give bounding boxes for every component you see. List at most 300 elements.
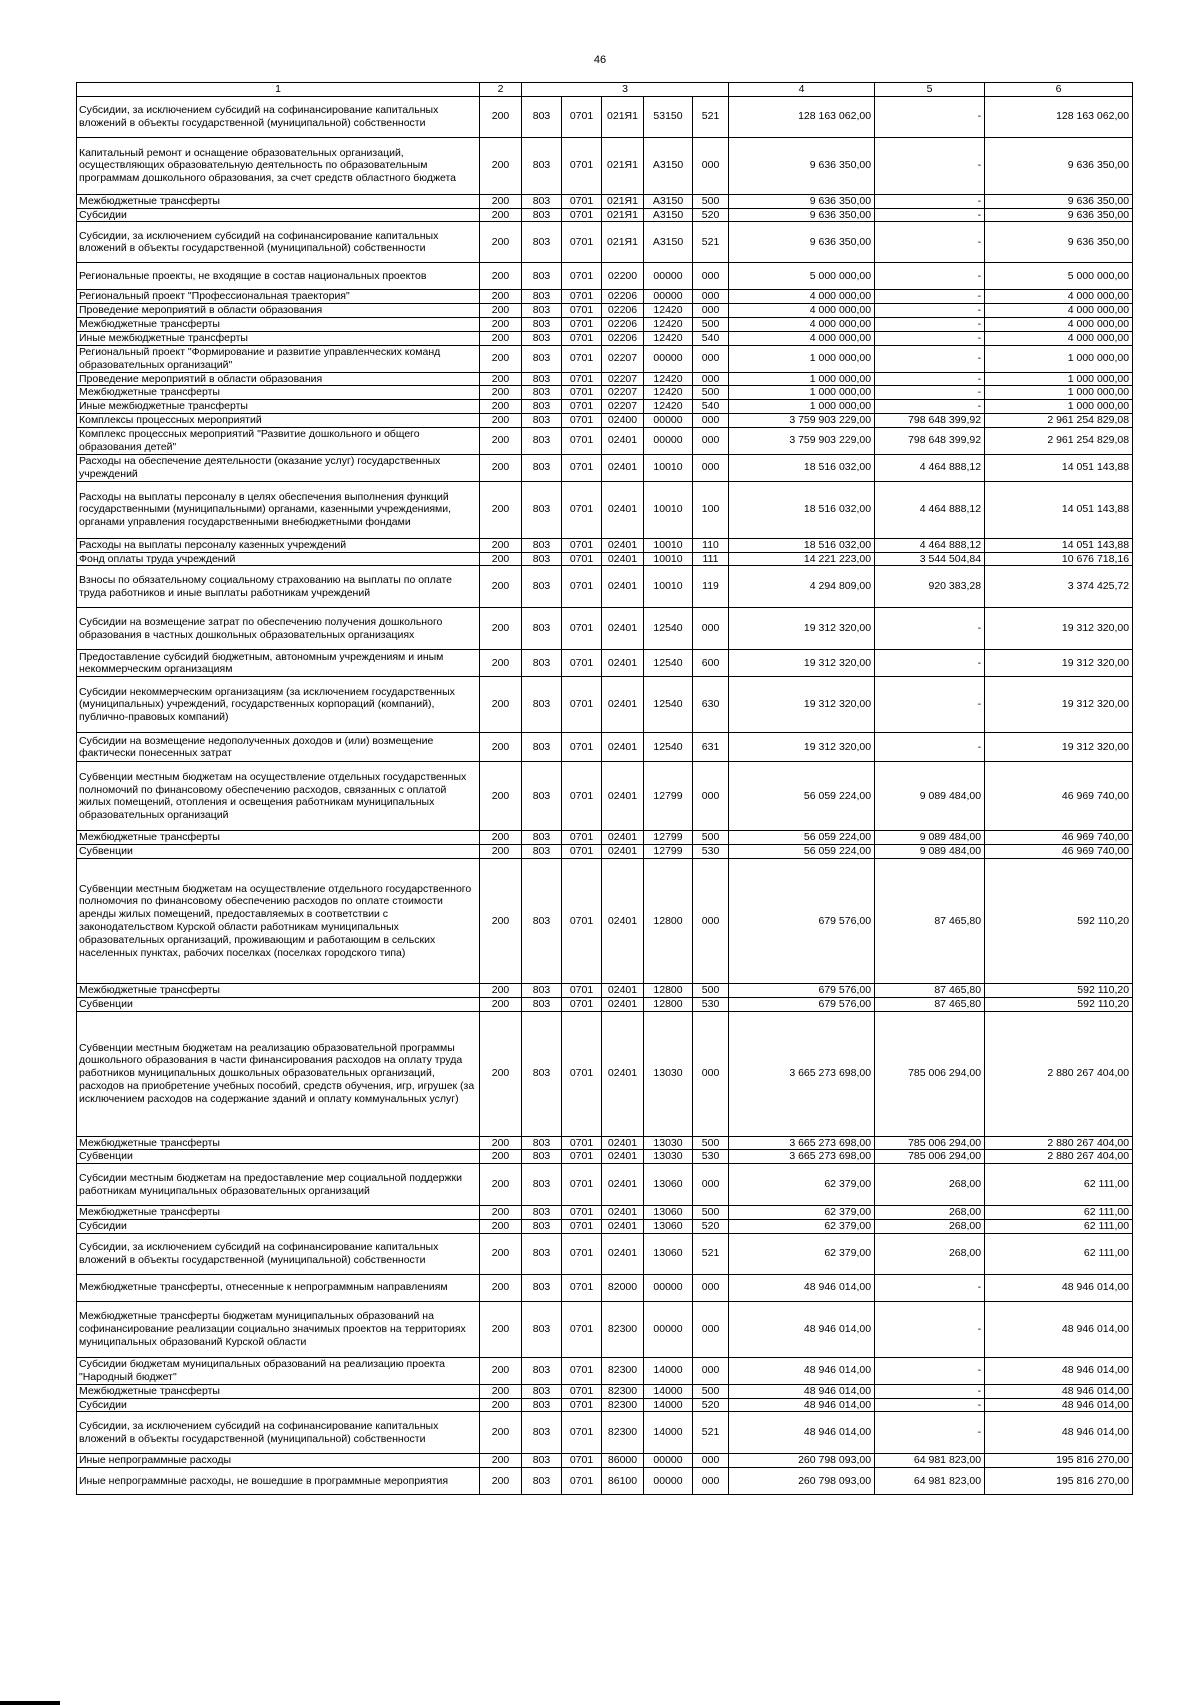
row-value-6: 46 969 740,00 [985, 762, 1133, 831]
row-code-b: 803 [522, 762, 562, 831]
table-row [77, 1219, 1133, 1233]
row-direction: 12800 [644, 858, 693, 983]
row-section: 0701 [562, 1357, 602, 1384]
row-expense-type: 500 [693, 386, 729, 400]
table-row [77, 1150, 1133, 1164]
row-code-b: 803 [522, 538, 562, 552]
row-code-b: 803 [522, 1357, 562, 1384]
row-program: 02401 [602, 608, 644, 650]
row-code-b: 803 [522, 845, 562, 859]
row-code-a: 200 [480, 427, 522, 454]
row-value-6: 19 312 320,00 [985, 677, 1133, 733]
row-expense-type: 500 [693, 1136, 729, 1150]
row-description: Проведение мероприятий в области образования [77, 304, 480, 318]
row-value-5: 785 006 294,00 [875, 1011, 985, 1136]
row-program: 02401 [602, 427, 644, 454]
row-value-4: 48 946 014,00 [729, 1357, 875, 1384]
row-section: 0701 [562, 983, 602, 997]
row-value-6: 48 946 014,00 [985, 1412, 1133, 1454]
row-value-6: 48 946 014,00 [985, 1398, 1133, 1412]
row-direction: 12800 [644, 997, 693, 1011]
row-direction: 14000 [644, 1384, 693, 1398]
row-value-5: 785 006 294,00 [875, 1150, 985, 1164]
row-description: Субсидии на возмещение затрат по обеспечению получения дошкольного образования в частных дошкольных образовательных организациях [77, 608, 480, 650]
row-description: Иные межбюджетные трансферты [77, 331, 480, 345]
table-row [77, 566, 1133, 608]
row-description: Проведение мероприятий в области образования [77, 372, 480, 386]
row-program: 86100 [602, 1468, 644, 1495]
row-expense-type: 521 [693, 222, 729, 263]
row-value-6: 48 946 014,00 [985, 1357, 1133, 1384]
row-value-4: 19 312 320,00 [729, 608, 875, 650]
row-direction: 00000 [644, 263, 693, 290]
row-code-b: 803 [522, 733, 562, 762]
row-value-5: - [875, 208, 985, 222]
row-value-5: 9 089 484,00 [875, 831, 985, 845]
row-code-b: 803 [522, 96, 562, 137]
row-section: 0701 [562, 1468, 602, 1495]
row-code-a: 200 [480, 538, 522, 552]
table-row [77, 413, 1133, 427]
row-value-5: - [875, 400, 985, 414]
row-program: 02207 [602, 345, 644, 372]
row-code-b: 803 [522, 1454, 562, 1468]
table-row [77, 831, 1133, 845]
row-description: Региональный проект "Формирование и развитие управленческих команд образовательных организаций" [77, 345, 480, 372]
row-expense-type: 520 [693, 1398, 729, 1412]
row-value-4: 260 798 093,00 [729, 1454, 875, 1468]
row-code-a: 200 [480, 1136, 522, 1150]
header-col-1: 1 [77, 83, 480, 97]
row-section: 0701 [562, 733, 602, 762]
row-code-b: 803 [522, 1233, 562, 1274]
row-value-6: 14 051 143,88 [985, 538, 1133, 552]
row-value-6: 195 816 270,00 [985, 1454, 1133, 1468]
table-row [77, 427, 1133, 454]
row-value-5: - [875, 317, 985, 331]
row-direction: 13030 [644, 1136, 693, 1150]
row-expense-type: 600 [693, 650, 729, 677]
row-value-6: 4 000 000,00 [985, 290, 1133, 304]
row-code-a: 200 [480, 1398, 522, 1412]
row-direction: 00000 [644, 1301, 693, 1357]
row-direction: 12799 [644, 845, 693, 859]
table-row [77, 317, 1133, 331]
row-section: 0701 [562, 481, 602, 538]
table-row [77, 1233, 1133, 1274]
row-program: 021Я1 [602, 194, 644, 208]
row-code-b: 803 [522, 208, 562, 222]
row-section: 0701 [562, 1011, 602, 1136]
row-value-5: - [875, 263, 985, 290]
row-direction: 12799 [644, 762, 693, 831]
row-direction: 00000 [644, 1454, 693, 1468]
row-code-b: 803 [522, 1398, 562, 1412]
row-description: Межбюджетные трансферты [77, 194, 480, 208]
row-code-b: 803 [522, 1301, 562, 1357]
row-description: Капитальный ремонт и оснащение образовательных организаций, осуществляющих образовательную деятельность по образовательным программам дошкольного образования, за счет средств областного бюджета [77, 137, 480, 194]
row-value-5: - [875, 733, 985, 762]
row-value-4: 19 312 320,00 [729, 733, 875, 762]
table-row [77, 481, 1133, 538]
row-program: 02401 [602, 1164, 644, 1206]
row-section: 0701 [562, 194, 602, 208]
table-row [77, 304, 1133, 318]
row-program: 02401 [602, 983, 644, 997]
row-value-5: 64 981 823,00 [875, 1468, 985, 1495]
row-value-4: 62 379,00 [729, 1206, 875, 1220]
row-section: 0701 [562, 413, 602, 427]
row-section: 0701 [562, 290, 602, 304]
row-direction: 00000 [644, 345, 693, 372]
table-row [77, 538, 1133, 552]
row-code-b: 803 [522, 1219, 562, 1233]
row-expense-type: 000 [693, 137, 729, 194]
row-value-5: 4 464 888,12 [875, 454, 985, 481]
row-value-6: 19 312 320,00 [985, 733, 1133, 762]
table-row [77, 345, 1133, 372]
row-value-6: 1 000 000,00 [985, 400, 1133, 414]
row-expense-type: 500 [693, 194, 729, 208]
row-section: 0701 [562, 1164, 602, 1206]
row-program: 82300 [602, 1412, 644, 1454]
row-value-5: - [875, 608, 985, 650]
row-program: 02207 [602, 372, 644, 386]
row-program: 02200 [602, 263, 644, 290]
row-expense-type: 500 [693, 983, 729, 997]
row-direction: 10010 [644, 538, 693, 552]
row-expense-type: 000 [693, 762, 729, 831]
row-value-4: 1 000 000,00 [729, 345, 875, 372]
table-row [77, 1011, 1133, 1136]
row-direction: 13060 [644, 1233, 693, 1274]
row-value-5: 268,00 [875, 1164, 985, 1206]
row-program: 02401 [602, 831, 644, 845]
row-description: Расходы на обеспечение деятельности (оказание услуг) государственных учреждений [77, 454, 480, 481]
row-value-5: 4 464 888,12 [875, 481, 985, 538]
row-direction: 10010 [644, 552, 693, 566]
table-row [77, 194, 1133, 208]
row-description: Расходы на выплаты персоналу в целях обеспечения выполнения функций государственными (муниципальными) органами, казенными учреждениями, органами управления государственными внебюджетными фондами [77, 481, 480, 538]
row-section: 0701 [562, 858, 602, 983]
row-direction: 12540 [644, 650, 693, 677]
row-value-4: 48 946 014,00 [729, 1412, 875, 1454]
row-value-4: 1 000 000,00 [729, 372, 875, 386]
row-value-6: 19 312 320,00 [985, 650, 1133, 677]
table-row [77, 331, 1133, 345]
row-section: 0701 [562, 1454, 602, 1468]
row-direction: 00000 [644, 1468, 693, 1495]
row-value-4: 260 798 093,00 [729, 1468, 875, 1495]
row-code-b: 803 [522, 566, 562, 608]
row-direction: 12420 [644, 372, 693, 386]
row-direction: А3150 [644, 194, 693, 208]
row-value-5: - [875, 304, 985, 318]
row-code-a: 200 [480, 845, 522, 859]
row-value-5: - [875, 222, 985, 263]
row-value-6: 10 676 718,16 [985, 552, 1133, 566]
table-row [77, 552, 1133, 566]
row-value-5: 798 648 399,92 [875, 427, 985, 454]
table-row [77, 1164, 1133, 1206]
row-value-6: 4 000 000,00 [985, 304, 1133, 318]
row-value-4: 48 946 014,00 [729, 1301, 875, 1357]
row-value-4: 3 759 903 229,00 [729, 427, 875, 454]
row-value-4: 9 636 350,00 [729, 137, 875, 194]
row-expense-type: 000 [693, 1301, 729, 1357]
row-value-4: 4 000 000,00 [729, 304, 875, 318]
table-row [77, 733, 1133, 762]
row-direction: 13030 [644, 1011, 693, 1136]
row-value-6: 48 946 014,00 [985, 1301, 1133, 1357]
page-number: 46 [593, 54, 607, 66]
row-code-a: 200 [480, 552, 522, 566]
row-code-a: 200 [480, 194, 522, 208]
row-description: Межбюджетные трансферты [77, 983, 480, 997]
row-section: 0701 [562, 208, 602, 222]
row-value-4: 19 312 320,00 [729, 650, 875, 677]
row-code-a: 200 [480, 1454, 522, 1468]
row-direction: 14000 [644, 1398, 693, 1412]
row-value-5: - [875, 290, 985, 304]
row-value-4: 62 379,00 [729, 1164, 875, 1206]
row-code-b: 803 [522, 263, 562, 290]
row-code-b: 803 [522, 831, 562, 845]
row-code-b: 803 [522, 1412, 562, 1454]
row-value-6: 48 946 014,00 [985, 1274, 1133, 1301]
row-value-4: 18 516 032,00 [729, 481, 875, 538]
row-code-a: 200 [480, 481, 522, 538]
row-direction: А3150 [644, 208, 693, 222]
row-expense-type: 000 [693, 1454, 729, 1468]
row-value-4: 14 221 223,00 [729, 552, 875, 566]
table-row [77, 137, 1133, 194]
row-expense-type: 000 [693, 372, 729, 386]
row-code-b: 803 [522, 677, 562, 733]
row-expense-type: 540 [693, 331, 729, 345]
row-code-a: 200 [480, 400, 522, 414]
row-program: 02401 [602, 538, 644, 552]
row-value-5: 785 006 294,00 [875, 1136, 985, 1150]
row-expense-type: 520 [693, 1219, 729, 1233]
row-expense-type: 630 [693, 677, 729, 733]
row-description: Субвенции местным бюджетам на осуществление отдельного государственного полномочия по финансовому обеспечению расходов по оплате стоимости аренды жилых помещений, предоставляемых в соответствии с законодательством Курской области работникам муниципальных образовательных организаций, проживающим и работающим в сельских населенных пунктах, рабочих поселках (поселках городского типа) [77, 858, 480, 983]
row-value-5: - [875, 1274, 985, 1301]
row-description: Межбюджетные трансферты [77, 1136, 480, 1150]
row-value-5: 920 383,28 [875, 566, 985, 608]
row-expense-type: 000 [693, 858, 729, 983]
row-direction: 14000 [644, 1412, 693, 1454]
row-code-b: 803 [522, 400, 562, 414]
row-section: 0701 [562, 1206, 602, 1220]
row-code-b: 803 [522, 304, 562, 318]
row-section: 0701 [562, 1412, 602, 1454]
row-code-a: 200 [480, 1468, 522, 1495]
row-program: 82300 [602, 1357, 644, 1384]
row-value-6: 4 000 000,00 [985, 331, 1133, 345]
table-row [77, 222, 1133, 263]
table-row [77, 1206, 1133, 1220]
row-program: 02401 [602, 845, 644, 859]
row-value-5: 87 465,80 [875, 997, 985, 1011]
row-program: 02401 [602, 1011, 644, 1136]
row-value-6: 2 880 267 404,00 [985, 1011, 1133, 1136]
row-expense-type: 500 [693, 1384, 729, 1398]
row-description: Субсидии местным бюджетам на предоставление мер социальной поддержки работникам муниципальных образовательных организаций [77, 1164, 480, 1206]
row-value-6: 592 110,20 [985, 983, 1133, 997]
row-section: 0701 [562, 566, 602, 608]
row-program: 02401 [602, 481, 644, 538]
row-code-a: 200 [480, 1206, 522, 1220]
row-value-4: 5 000 000,00 [729, 263, 875, 290]
row-code-a: 200 [480, 137, 522, 194]
row-section: 0701 [562, 386, 602, 400]
row-expense-type: 000 [693, 345, 729, 372]
row-value-5: - [875, 386, 985, 400]
row-code-b: 803 [522, 1468, 562, 1495]
row-code-a: 200 [480, 858, 522, 983]
row-expense-type: 500 [693, 317, 729, 331]
row-code-a: 200 [480, 1219, 522, 1233]
row-section: 0701 [562, 345, 602, 372]
row-description: Межбюджетные трансферты [77, 386, 480, 400]
row-section: 0701 [562, 331, 602, 345]
row-program: 02401 [602, 1136, 644, 1150]
row-value-6: 5 000 000,00 [985, 263, 1133, 290]
row-direction: А3150 [644, 137, 693, 194]
row-section: 0701 [562, 317, 602, 331]
row-program: 02401 [602, 566, 644, 608]
row-section: 0701 [562, 222, 602, 263]
table-row [77, 997, 1133, 1011]
row-section: 0701 [562, 96, 602, 137]
row-value-5: 9 089 484,00 [875, 762, 985, 831]
row-program: 02401 [602, 552, 644, 566]
row-expense-type: 520 [693, 208, 729, 222]
row-program: 02401 [602, 650, 644, 677]
row-description: Иные непрограммные расходы, не вошедшие в программные мероприятия [77, 1468, 480, 1495]
row-value-6: 46 969 740,00 [985, 845, 1133, 859]
row-section: 0701 [562, 538, 602, 552]
row-value-6: 128 163 062,00 [985, 96, 1133, 137]
row-description: Межбюджетные трансферты бюджетам муниципальных образований на софинансирование реализации социально значимых проектов на территориях муниципальных образований Курской области [77, 1301, 480, 1357]
row-direction: 13060 [644, 1164, 693, 1206]
row-direction: 53150 [644, 96, 693, 137]
row-program: 02401 [602, 454, 644, 481]
row-value-4: 4 000 000,00 [729, 290, 875, 304]
row-section: 0701 [562, 831, 602, 845]
row-value-6: 62 111,00 [985, 1219, 1133, 1233]
row-section: 0701 [562, 1301, 602, 1357]
row-direction: 13030 [644, 1150, 693, 1164]
row-value-4: 679 576,00 [729, 997, 875, 1011]
row-program: 02401 [602, 733, 644, 762]
row-description: Субвенции [77, 845, 480, 859]
table-row [77, 454, 1133, 481]
row-description: Региональный проект "Профессиональная траектория" [77, 290, 480, 304]
row-program: 02401 [602, 677, 644, 733]
row-expense-type: 111 [693, 552, 729, 566]
row-code-b: 803 [522, 1384, 562, 1398]
row-section: 0701 [562, 1274, 602, 1301]
row-code-a: 200 [480, 733, 522, 762]
row-value-6: 592 110,20 [985, 997, 1133, 1011]
row-code-b: 803 [522, 345, 562, 372]
row-code-b: 803 [522, 1206, 562, 1220]
row-section: 0701 [562, 263, 602, 290]
row-description: Расходы на выплаты персоналу казенных учреждений [77, 538, 480, 552]
row-code-a: 200 [480, 386, 522, 400]
table-row [77, 1468, 1133, 1495]
row-code-a: 200 [480, 831, 522, 845]
row-value-6: 9 636 350,00 [985, 208, 1133, 222]
row-section: 0701 [562, 400, 602, 414]
table-row [77, 1398, 1133, 1412]
row-code-a: 200 [480, 304, 522, 318]
row-program: 02206 [602, 290, 644, 304]
row-code-b: 803 [522, 290, 562, 304]
table-row [77, 1301, 1133, 1357]
row-value-5: - [875, 1398, 985, 1412]
row-code-a: 200 [480, 1301, 522, 1357]
row-program: 02401 [602, 1233, 644, 1274]
row-direction: 00000 [644, 290, 693, 304]
row-code-b: 803 [522, 454, 562, 481]
row-expense-type: 000 [693, 454, 729, 481]
row-value-4: 679 576,00 [729, 858, 875, 983]
row-code-b: 803 [522, 222, 562, 263]
row-value-5: 64 981 823,00 [875, 1454, 985, 1468]
row-section: 0701 [562, 677, 602, 733]
row-value-6: 9 636 350,00 [985, 194, 1133, 208]
row-value-5: - [875, 677, 985, 733]
row-value-4: 3 665 273 698,00 [729, 1150, 875, 1164]
row-direction: 12800 [644, 983, 693, 997]
row-section: 0701 [562, 552, 602, 566]
table-row [77, 858, 1133, 983]
row-code-a: 200 [480, 208, 522, 222]
row-value-6: 4 000 000,00 [985, 317, 1133, 331]
row-value-6: 9 636 350,00 [985, 137, 1133, 194]
header-col-6: 6 [985, 83, 1133, 97]
row-code-b: 803 [522, 650, 562, 677]
header-col-4: 4 [729, 83, 875, 97]
row-description: Межбюджетные трансферты [77, 317, 480, 331]
row-value-6: 62 111,00 [985, 1164, 1133, 1206]
row-code-b: 803 [522, 317, 562, 331]
row-section: 0701 [562, 845, 602, 859]
row-value-5: - [875, 1412, 985, 1454]
row-expense-type: 000 [693, 1357, 729, 1384]
row-code-b: 803 [522, 427, 562, 454]
row-code-b: 803 [522, 386, 562, 400]
row-value-5: - [875, 96, 985, 137]
row-code-a: 200 [480, 263, 522, 290]
row-expense-type: 500 [693, 831, 729, 845]
row-section: 0701 [562, 454, 602, 481]
row-expense-type: 119 [693, 566, 729, 608]
row-description: Комплексы процессных мероприятий [77, 413, 480, 427]
row-section: 0701 [562, 137, 602, 194]
row-expense-type: 521 [693, 1412, 729, 1454]
row-value-5: - [875, 1357, 985, 1384]
row-value-4: 48 946 014,00 [729, 1398, 875, 1412]
row-code-a: 200 [480, 331, 522, 345]
row-value-4: 48 946 014,00 [729, 1384, 875, 1398]
row-value-5: - [875, 650, 985, 677]
row-value-6: 46 969 740,00 [985, 831, 1133, 845]
row-code-a: 200 [480, 1274, 522, 1301]
